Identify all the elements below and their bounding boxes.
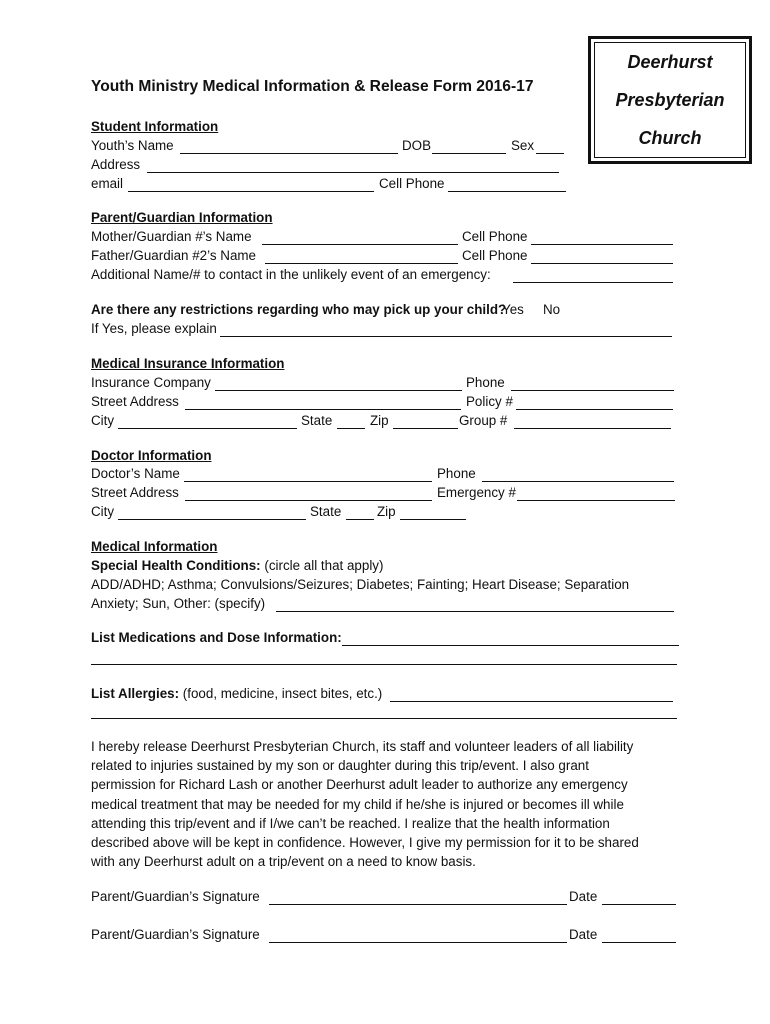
logo-line-1: Deerhurst bbox=[627, 52, 713, 72]
doctor-street-field[interactable] bbox=[185, 500, 432, 501]
youth-name-field[interactable] bbox=[180, 153, 398, 154]
medications-field-2[interactable] bbox=[91, 664, 677, 665]
signature-2-date-label: Date bbox=[569, 927, 598, 942]
signature-1-date-field[interactable] bbox=[602, 904, 676, 905]
release-paragraph bbox=[91, 737, 639, 871]
father-name-label: Father/Guardian #2’s Name bbox=[91, 248, 256, 263]
mother-cell-label: Cell Phone bbox=[462, 229, 528, 244]
group-field[interactable] bbox=[514, 428, 671, 429]
doctor-street-label: Street Address bbox=[91, 485, 179, 500]
insurance-zip-field[interactable] bbox=[393, 428, 458, 429]
student-section-header: Student Information bbox=[91, 119, 219, 134]
sex-label: Sex bbox=[511, 138, 535, 153]
insurance-state-field[interactable] bbox=[337, 428, 365, 429]
pickup-no-option[interactable]: No bbox=[543, 302, 561, 317]
allergies-note: (food, medicine, insect bites, etc.) bbox=[182, 686, 383, 701]
doctor-city-label: City bbox=[91, 504, 115, 519]
insurance-street-label: Street Address bbox=[91, 394, 179, 409]
release-line: I hereby release Deerhurst Presbyterian Church, its staff and volunteer leaders of all liability bbox=[91, 739, 634, 754]
allergies-field-1[interactable] bbox=[390, 701, 673, 702]
insurance-phone-label: Phone bbox=[466, 375, 505, 390]
release-line: permission for Richard Lash or another Deerhurst adult leader to authorize any emergency bbox=[91, 777, 628, 793]
release-line: with any Deerhurst adult on a trip/event on a need to know basis. bbox=[91, 854, 476, 870]
father-name-field[interactable] bbox=[265, 263, 458, 264]
doctor-name-field[interactable] bbox=[184, 481, 432, 482]
insurance-company-field[interactable] bbox=[215, 390, 462, 391]
emergency-field[interactable] bbox=[517, 500, 675, 501]
additional-contact-label: Additional Name/# to contact in the unlikely event of an emergency: bbox=[91, 267, 491, 282]
pickup-yes-option[interactable]: Yes bbox=[502, 302, 524, 317]
signature-2-date-field[interactable] bbox=[602, 942, 676, 943]
doctor-zip-label: Zip bbox=[377, 504, 396, 519]
doctor-phone-label: Phone bbox=[437, 466, 476, 481]
dob-field[interactable] bbox=[432, 153, 506, 154]
doctor-section-header: Doctor Information bbox=[91, 448, 212, 463]
logo-line-3: Church bbox=[638, 128, 702, 148]
health-conditions-note: (circle all that apply) bbox=[264, 558, 384, 573]
signature-2-field[interactable] bbox=[269, 942, 567, 943]
church-logo bbox=[588, 36, 752, 164]
email-label: email bbox=[91, 176, 123, 191]
insurance-street-field[interactable] bbox=[185, 409, 461, 410]
signature-1-date-label: Date bbox=[569, 889, 598, 904]
youth-name-label: Youth’s Name bbox=[91, 138, 174, 153]
insurance-city-label: City bbox=[91, 413, 115, 428]
policy-label: Policy # bbox=[466, 394, 513, 409]
parent-section-header: Parent/Guardian Information bbox=[91, 210, 273, 225]
health-conditions-list-1[interactable]: ADD/ADHD; Asthma; Convulsions/Seizures; Diabetes; Fainting; Heart Disease; Separation bbox=[91, 577, 630, 592]
signature-1-field[interactable] bbox=[269, 904, 567, 905]
pickup-explain-field[interactable] bbox=[220, 336, 672, 337]
doctor-zip-field[interactable] bbox=[400, 519, 466, 520]
insurance-company-label: Insurance Company bbox=[91, 375, 211, 390]
medical-section-header: Medical Information bbox=[91, 539, 218, 554]
mother-name-field[interactable] bbox=[262, 244, 458, 245]
mother-cell-field[interactable] bbox=[531, 244, 673, 245]
health-conditions-row bbox=[91, 558, 383, 573]
doctor-city-field[interactable] bbox=[118, 519, 306, 520]
allergies-field-2[interactable] bbox=[91, 718, 677, 719]
emergency-label: Emergency # bbox=[437, 485, 516, 500]
insurance-state-label: State bbox=[301, 413, 333, 428]
pickup-explain-label: If Yes, please explain bbox=[91, 321, 217, 336]
father-cell-field[interactable] bbox=[531, 263, 673, 264]
sex-field[interactable] bbox=[536, 153, 564, 154]
cell-phone-label: Cell Phone bbox=[379, 176, 445, 191]
insurance-city-field[interactable] bbox=[118, 428, 297, 429]
medications-field-1[interactable] bbox=[342, 645, 679, 646]
insurance-section-header: Medical Insurance Information bbox=[91, 356, 285, 371]
dob-label: DOB bbox=[402, 138, 432, 153]
insurance-zip-label: Zip bbox=[370, 413, 389, 428]
release-line: medical treatment that may be needed for my child if he/she is injured or becomes ill while bbox=[91, 796, 624, 812]
policy-field[interactable] bbox=[516, 409, 673, 410]
insurance-phone-field[interactable] bbox=[511, 390, 674, 391]
release-line: related to injuries sustained by my son or daughter during this trip/event. I also grant bbox=[91, 758, 589, 774]
other-condition-field[interactable] bbox=[276, 611, 674, 612]
logo-line-2: Presbyterian bbox=[615, 90, 725, 110]
additional-contact-field[interactable] bbox=[513, 282, 673, 283]
address-label: Address bbox=[91, 157, 141, 172]
doctor-state-label: State bbox=[310, 504, 342, 519]
cell-phone-field[interactable] bbox=[448, 191, 566, 192]
father-cell-label: Cell Phone bbox=[462, 248, 528, 263]
health-conditions-list-2[interactable]: Anxiety; Sun, Other: (specify) bbox=[91, 596, 266, 611]
doctor-state-field[interactable] bbox=[346, 519, 374, 520]
email-field[interactable] bbox=[128, 191, 374, 192]
signature-2-label: Parent/Guardian’s Signature bbox=[91, 927, 260, 942]
mother-name-label: Mother/Guardian #’s Name bbox=[91, 229, 252, 244]
release-line: described above will be kept in confidence. However, I give my permission for it to be shared bbox=[91, 835, 639, 851]
allergies-row bbox=[91, 686, 382, 701]
pickup-question: Are there any restrictions regarding who may pick up your child? bbox=[91, 302, 507, 317]
medications-label: List Medications and Dose Information: bbox=[91, 630, 342, 645]
allergies-label: List Allergies: bbox=[91, 686, 180, 701]
doctor-name-label: Doctor’s Name bbox=[91, 466, 180, 481]
health-conditions-label: Special Health Conditions: bbox=[91, 558, 261, 573]
doctor-phone-field[interactable] bbox=[482, 481, 674, 482]
group-label: Group # bbox=[459, 413, 508, 428]
address-field[interactable] bbox=[147, 172, 559, 173]
form-title: Youth Ministry Medical Information & Release Form 2016-17 bbox=[91, 78, 534, 95]
release-line: attending this trip/event and if I/we can’t be reached. I realize that the health information bbox=[91, 815, 610, 831]
signature-1-label: Parent/Guardian’s Signature bbox=[91, 889, 260, 904]
